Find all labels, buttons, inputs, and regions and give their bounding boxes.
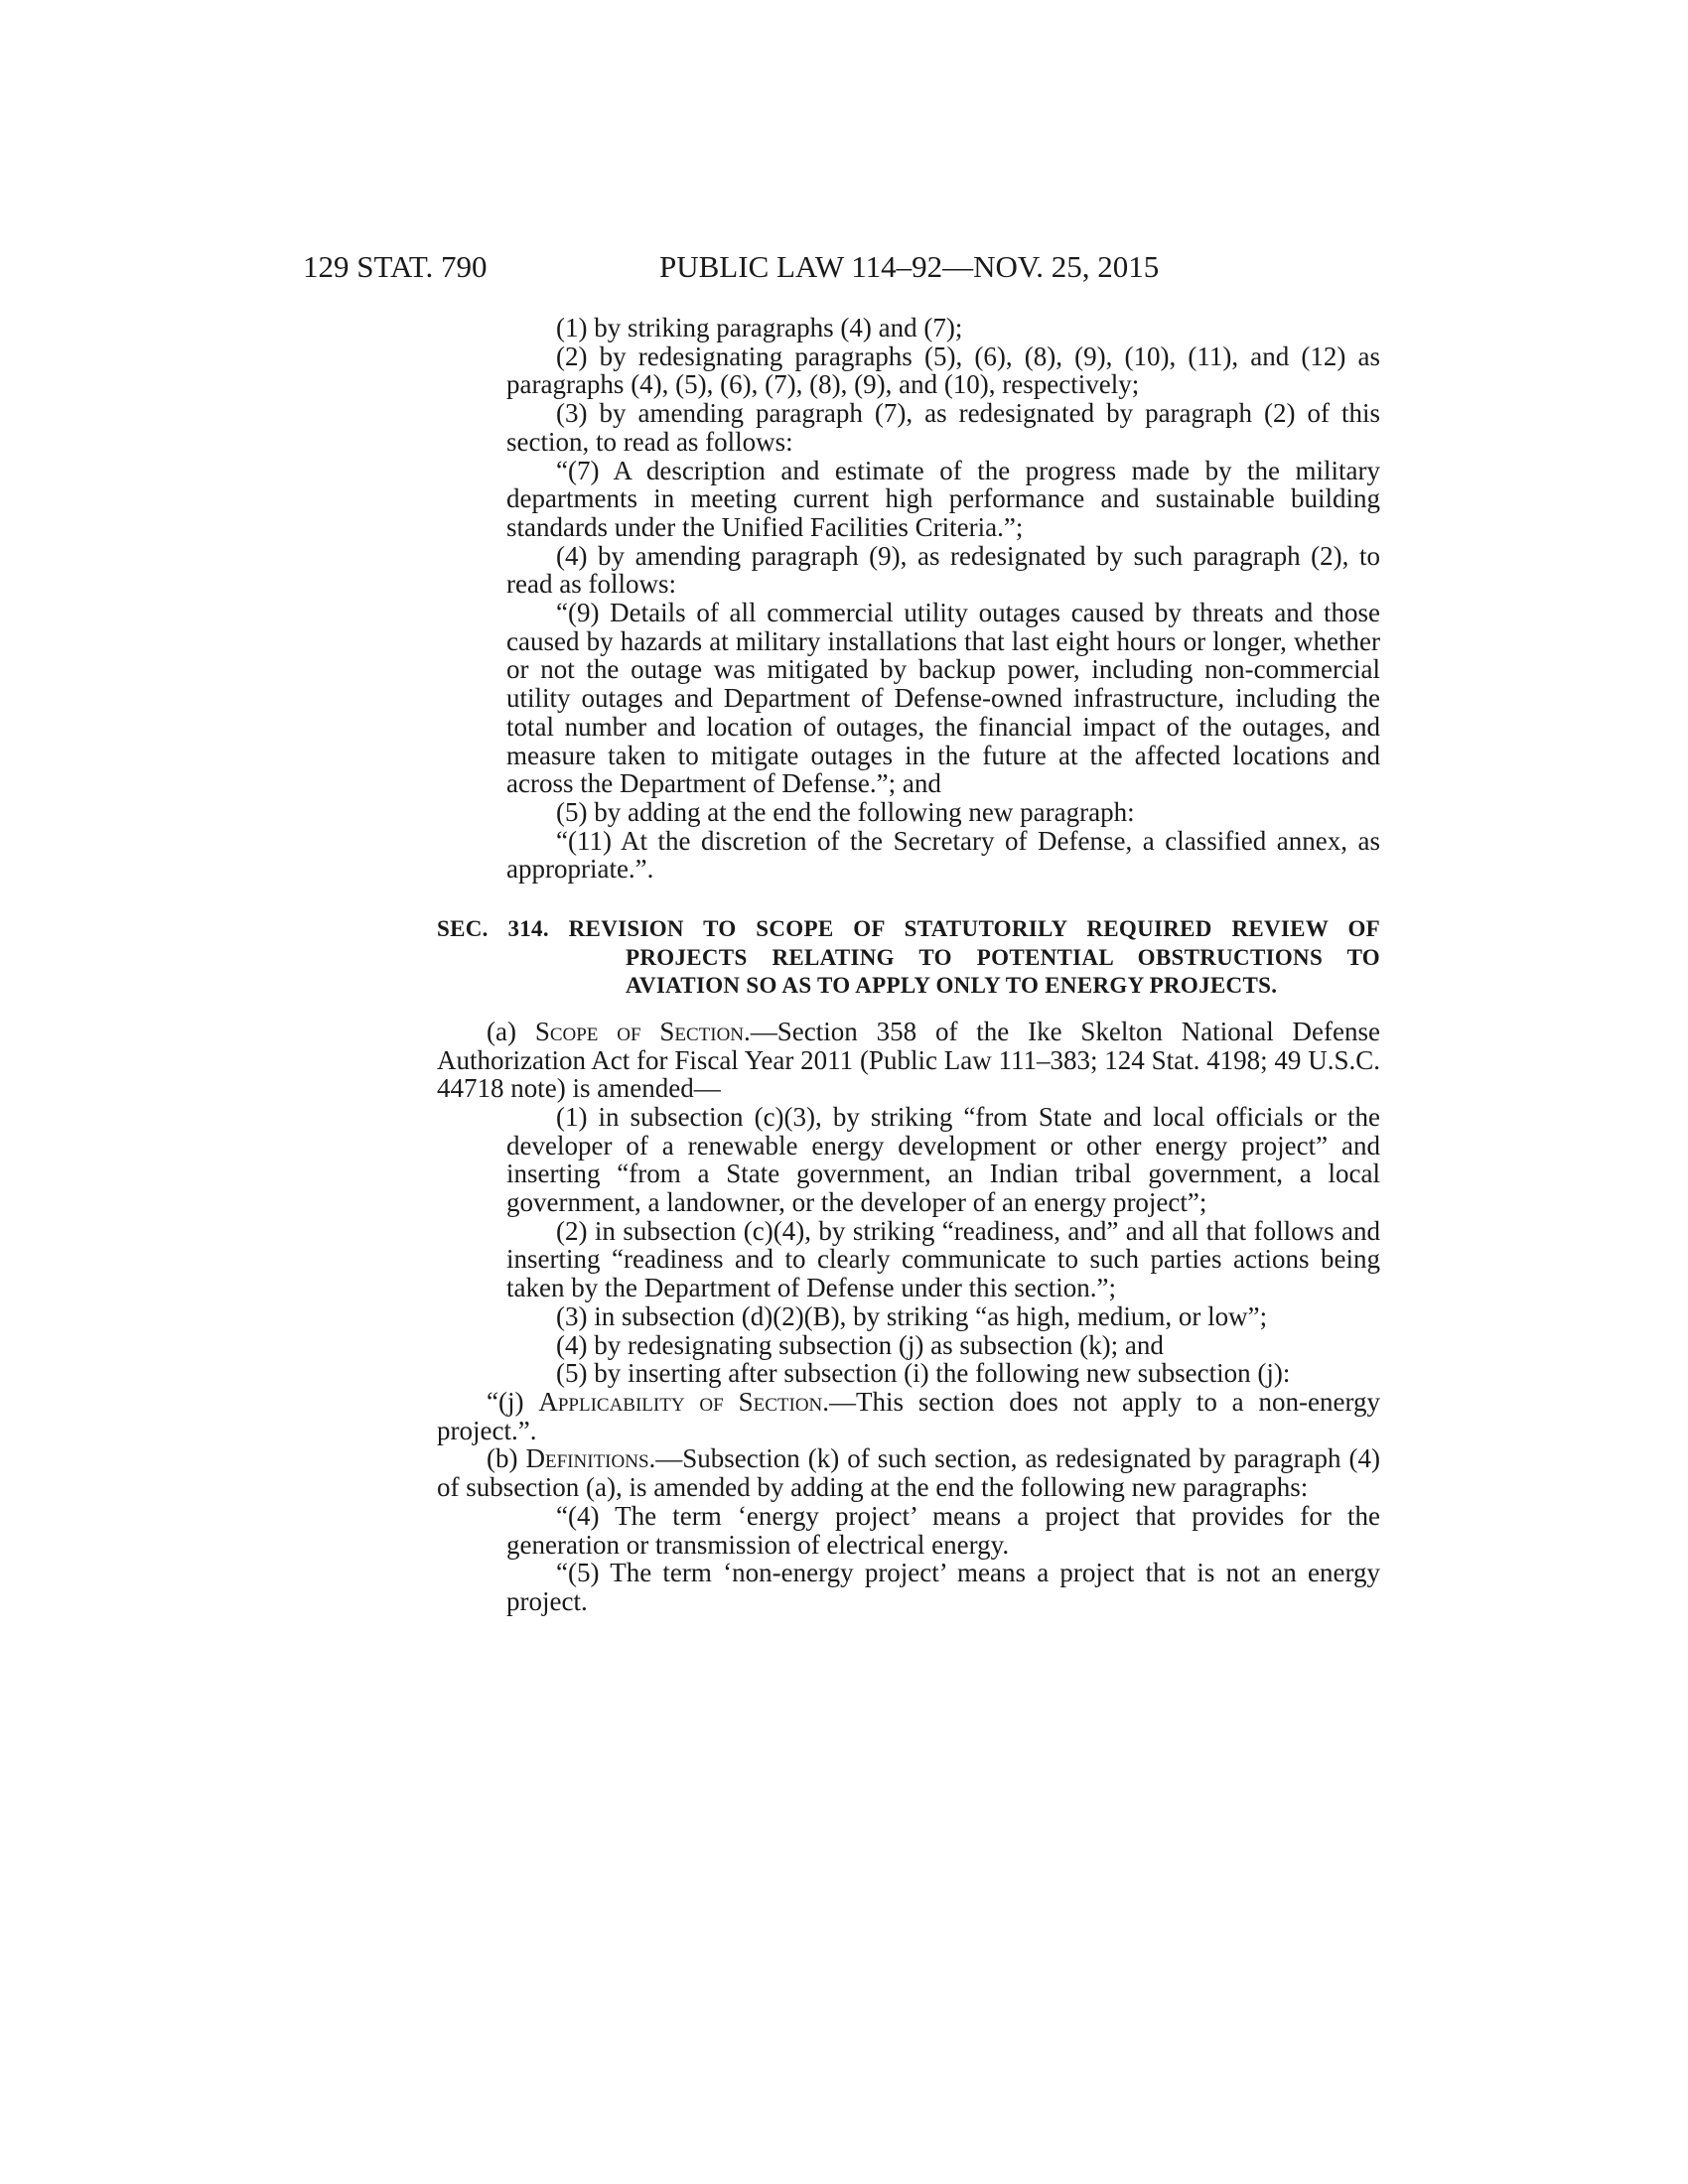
clause-a3: (3) in subsection (d)(2)(B), by striking “as high, medium, or low”; bbox=[556, 1300, 1268, 1331]
subsection-a-text: .—Section 358 of the Ike Skelton National Defense Authorization Act for Fiscal Year 2011 (Public Law 111–383; 124 Stat. 4198; 49 U.S.C. 44718 note) is amended— bbox=[437, 1016, 1380, 1104]
page-header bbox=[303, 244, 1306, 290]
section-heading: SEC. 314. REVISION TO SCOPE OF STATUTORILY REQUIRED REVIEW OF PROJECTS RELATING TO POTENTIAL OBSTRUCTIONS TO AVIATION SO AS TO APPLY ONLY TO ENERGY PROJECTS. bbox=[437, 916, 1380, 999]
paragraph-amend-9: (4) by amending paragraph (9), as redesignated by such paragraph (2), to read as follows: bbox=[506, 540, 1380, 600]
public-law-title: PUBLIC LAW 114–92—NOV. 25, 2015 bbox=[659, 249, 1160, 284]
subsection-b-text: .—Subsection (k) of such section, as redesignated by paragraph (4) of subsection (a), is amended by adding at the end the following new paragraphs: bbox=[437, 1443, 1380, 1503]
subsection-b-label: (b) bbox=[487, 1443, 526, 1474]
clause-a5: (5) by inserting after subsection (i) the following new subsection (j): bbox=[556, 1358, 1291, 1389]
paragraph-redesignate: (2) by redesignating paragraphs (5), (6), (8), (9), (10), (11), and (12) as paragraphs (4), (5), (6), (7), (8), (9), and (10), respectively; bbox=[506, 341, 1380, 400]
subsection-j-text: .—This section does not apply to a non-energy project.”. bbox=[437, 1386, 1381, 1445]
subsection-b bbox=[437, 1444, 1380, 1501]
paragraph-strike: (1) by striking paragraphs (4) and (7); bbox=[556, 313, 963, 342]
quoted-subsection-j bbox=[437, 1388, 1380, 1444]
quoted-paragraph-9: “(9) Details of all commercial utility outages caused by threats and those caused by hazards at military installations that last eight hours or longer, whether or not the outage was mitigated by backup power, including non-commercial utility outages and Department of Defense-owned infrastructure, including the total number and location of outages, the financial impact of the outages, and measure taken to mitigate outages in the future at the affected locations and across the Department of Defense.”; and bbox=[506, 598, 1380, 799]
definition-non-energy-project: “(5) The term ‘non-energy project’ means a project that is not an energy project. bbox=[506, 1558, 1380, 1616]
clause-a2: (2) in subsection (c)(4), by striking “readiness, and” and all that follows and inserting “readiness and to clearly communicate to such parties actions being taken by the Department of Defense under this section.”; bbox=[506, 1215, 1380, 1303]
subsection-a-title: Scope of Section bbox=[534, 1016, 745, 1046]
paragraph-amend-7: (3) by amending paragraph (7), as redesignated by paragraph (2) of this section, to read as follows: bbox=[506, 398, 1380, 457]
paragraph-add-new: (5) by adding at the end the following new paragraph: bbox=[556, 796, 1135, 827]
subsection-a bbox=[437, 1018, 1380, 1103]
clause-a1: (1) in subsection (c)(3), by striking “from State and local officials or the developer of a renewable energy development or other energy project” and inserting “from a State government, an Indian tribal government, a local government, a landowner, or the developer of an energy project”; bbox=[506, 1101, 1380, 1218]
subsection-j-title: Applicability of Section bbox=[538, 1386, 823, 1417]
clause-a4: (4) by redesignating subsection (j) as subsection (k); and bbox=[556, 1329, 1164, 1360]
quoted-paragraph-7: “(7) A description and estimate of the progress made by the military departments in meeting current high performance and sustainable building standards under the Unified Facilities Criteria.”; bbox=[506, 455, 1380, 542]
definition-energy-project: “(4) The term ‘energy project’ means a project that provides for the generation or transmission of electrical energy. bbox=[506, 1500, 1380, 1560]
statute-page-reference: 129 STAT. 790 bbox=[303, 249, 488, 284]
quoted-paragraph-11: “(11) At the discretion of the Secretary of Defense, a classified annex, as appropriate.”. bbox=[506, 825, 1380, 885]
subsection-j-label: “(j) bbox=[487, 1386, 539, 1417]
page-body bbox=[437, 313, 1381, 1616]
subsection-b-title: Definitions bbox=[525, 1443, 649, 1474]
subsection-a-label: (a) bbox=[487, 1016, 535, 1046]
